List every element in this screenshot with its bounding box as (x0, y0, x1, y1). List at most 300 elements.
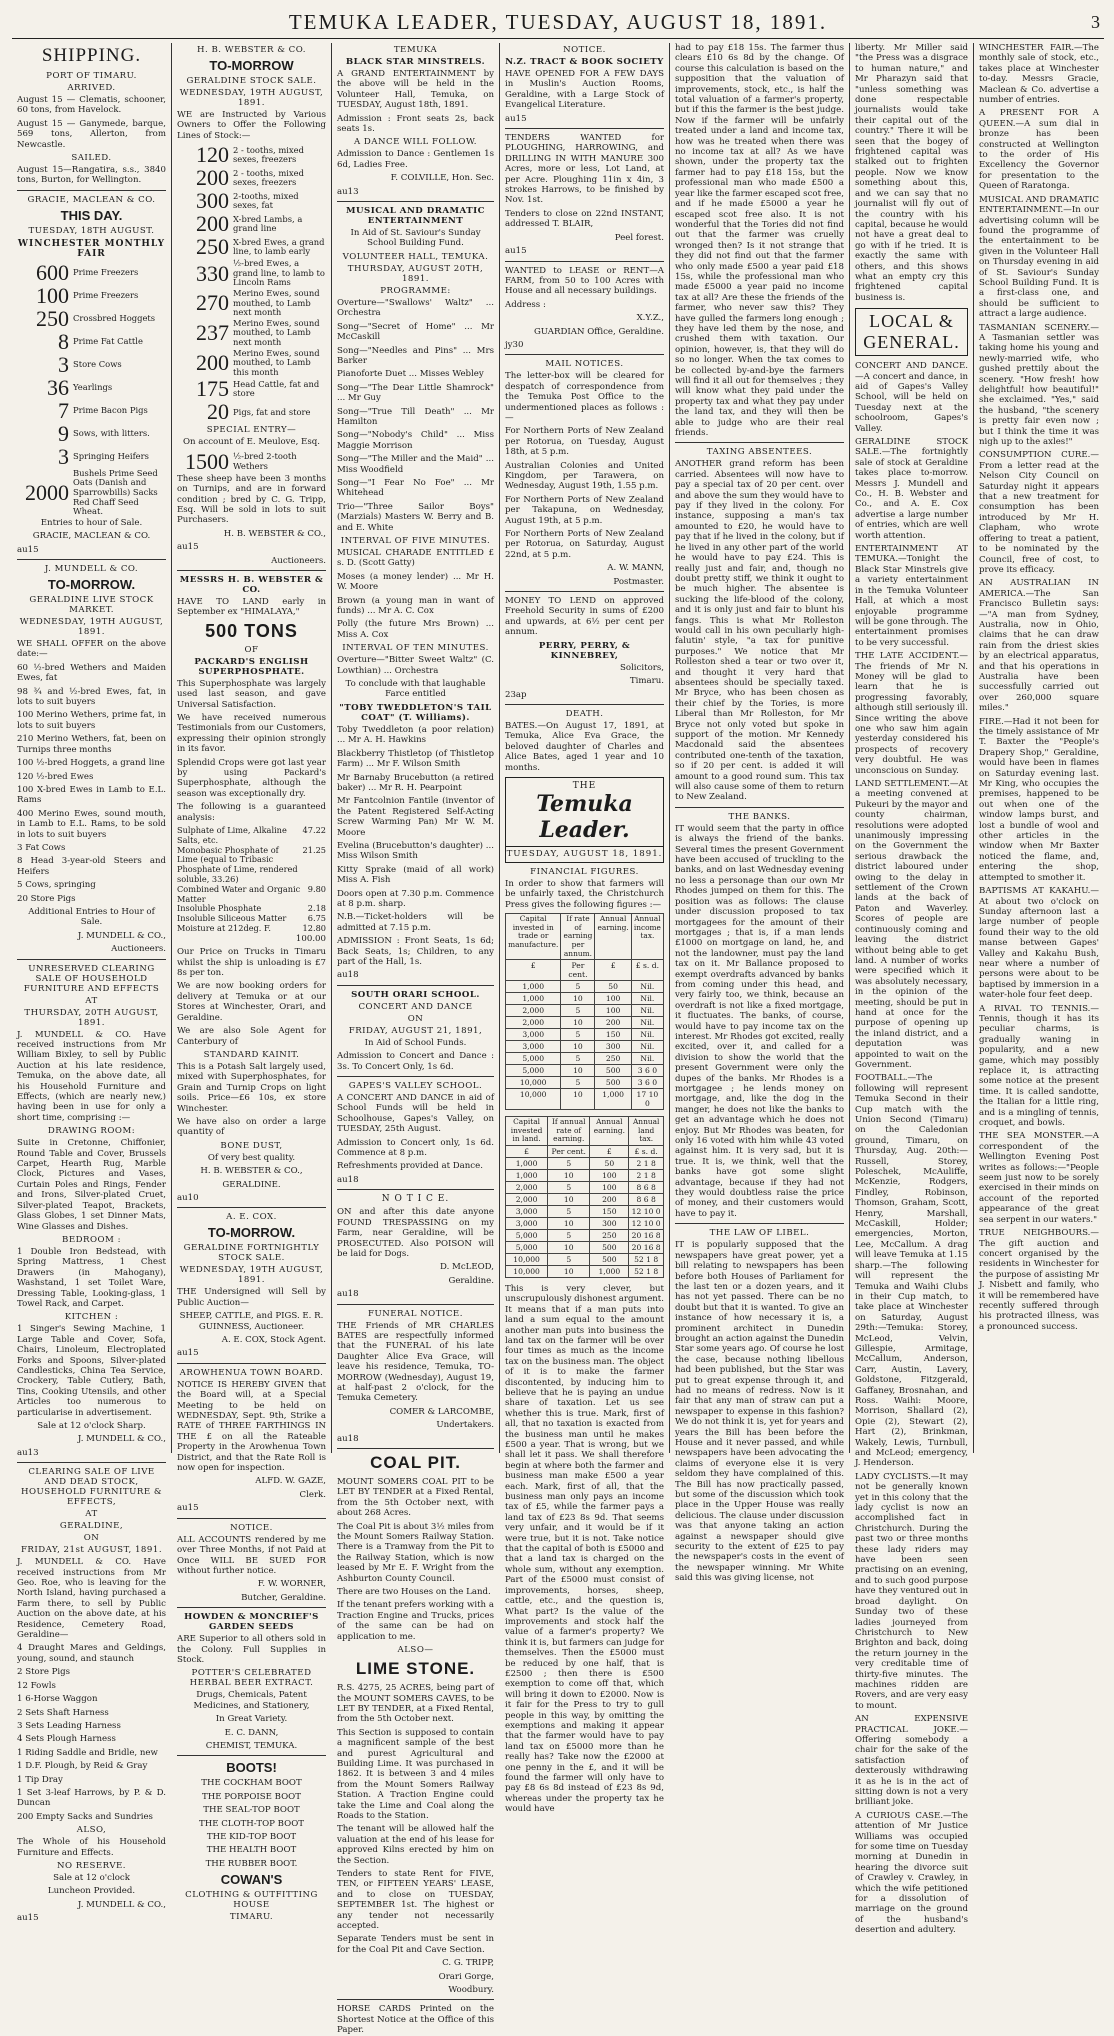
libel-heading: THE LAW OF LIBEL. (709, 1228, 810, 1239)
table-cell: 3,000 (506, 1041, 561, 1053)
stock-count: 20 (207, 399, 229, 425)
stock-description: X-bred Lambs, a grand line (233, 213, 303, 234)
boot-item: THE SEAL-TOP BOOT (203, 1805, 300, 1816)
table-cell: 50 (590, 1157, 629, 1169)
au15b-ref: au15 (17, 1913, 39, 1924)
boot-item: THE PORPOISE BOOT (202, 1791, 301, 1802)
packard-body-3: Splendid Crops were got last year by using Packard's Superphosphate, although the season was exceptionally dry. (177, 757, 326, 799)
tomorrow-heading: TO-MORROW. (47, 577, 136, 593)
absentees-heading: TAXING ABSENTEES. (706, 447, 813, 458)
charade-heading: MUSICAL CHARADE ENTITLED £ s. D. (Scott Gatty) (337, 548, 494, 569)
table-row (506, 1065, 664, 1077)
webster-tomorrow: TO-MORROW (209, 58, 294, 73)
farce-heading: "TOBY TWEDDLETON'S TAIL COAT" (T. Williams). (339, 702, 492, 723)
farce-cast-item: Evelina (Brucebutton's daughter) ... Miss Wilson Smith (337, 840, 494, 862)
article-paragraph: liberty. Mr Miller said "the Press was a disgrace to human nature," and Mr Pharazyn said that "unless something was done respectable journalists would take their capital out of the country." There it will be seen that the bogey of frightened capital was stalked out to frighten people. Now we know something about this, and we can say that no journalist will fly out of the country with his capital, because he would not have a great deal to go with if he tried. It is exactly the same with others, and this shows what an empty cry this frightened capital business is. (855, 43, 968, 303)
tenders-close: Tenders to close on 22nd INSTANT, addressed T. BLAIR, (505, 208, 664, 230)
local-news-item: GERALDINE STOCK SALE.—The fortnightly sale of stock at Geraldine takes place to-morrow. Messrs J. Mundell and Co., H. B. Webster and Co., and A. E. Cox advertise a large number of entries, which are well worth attention. (855, 437, 968, 541)
doors-line: Doors open at 7.30 p.m. Commence at 8 p.m. sharp. (337, 888, 494, 909)
table-cell: 1,000 (590, 1265, 629, 1277)
table-cell: 8 6 8 (629, 1193, 664, 1205)
clearing-lot-entry: 1 Tip Dray (17, 1774, 63, 1785)
lot-entry: 5 Cows, springing (17, 880, 96, 891)
programme-item: Song—"Secret of Home" ... Mr McCaskill (337, 321, 494, 343)
orari-admission: Admission to Concert and Dance : 3s. To Concert Only, 1s 6d. (337, 1051, 494, 1072)
stock-description: Yearlings (73, 382, 113, 393)
webster-stock (177, 144, 326, 423)
table-row (506, 993, 664, 1005)
table-row (506, 1005, 664, 1017)
clearing-place: GERALDINE, (59, 1521, 124, 1532)
offer-intro: WE SHALL OFFER on the above date:— (17, 639, 166, 660)
table-header: Capital invested in land. (506, 1117, 548, 1146)
lot-entry: 8 Head 3-year-old Steers and Heifers (17, 856, 166, 877)
table-cell: 3 6 0 (631, 1065, 663, 1077)
analysis-value: 47.22 (302, 825, 326, 836)
income-tax-table (505, 913, 664, 1110)
stock-description: Pigs, fat and store (233, 406, 311, 417)
death-heading: DEATH. (565, 708, 604, 719)
table-cell: 10 (548, 1193, 590, 1205)
table-cell: Nil. (631, 1005, 663, 1017)
orari-date: FRIDAY, AUGUST 21, 1891, (348, 1025, 483, 1036)
table-cell: 20 16 8 (629, 1241, 664, 1253)
table-cell: 2,000 (506, 1005, 561, 1017)
analysis-item: Monobasic Phosphate of Lime (equal to Tribasic Phosphate of Lime, rendered soluble, 33.26) (177, 844, 298, 885)
table-cell: 1,000 (506, 981, 561, 993)
boot-item: THE RUBBER BOOT. (205, 1858, 298, 1869)
programme-item: Trio—"Three Sailor Boys" (Marzials) Masters W. Berry and B. and E. White (337, 501, 494, 533)
farce-cast-item: Mr Barnaby Brucebutton (a retired baker) ... Mr R. H. Pearpoint (337, 772, 494, 793)
lot-entry: 100 X-bred Ewes in Lamb to E.L. Rams (17, 784, 166, 806)
variety-line: In Great Variety. (215, 1714, 288, 1725)
charade-cast-item: Polly (the future Mrs Brown) ... Miss A. Cox (337, 619, 494, 640)
this-day: THIS DAY. (60, 207, 123, 223)
column-7 (974, 43, 1104, 1453)
special-stock-desc: ½-bred 2-tooth Wethers (233, 451, 297, 471)
local-items-cont (979, 43, 1099, 1332)
stock-row (177, 401, 326, 423)
boots-heading: BOOTS! (226, 1760, 277, 1776)
perry-timaru: Timaru. (629, 676, 664, 687)
mail-line: Australian Colonies and United Kingdom, per Tarawera, on Wednesday, August 19th, 1.55 p.m. (505, 460, 664, 492)
stock-count: 200 (196, 349, 229, 375)
port-heading: PORT OF TIMARU. (46, 71, 137, 81)
arrivals-list (17, 95, 166, 150)
stock-description: Springing Heifers (73, 451, 149, 462)
table-cell: 20 16 8 (629, 1229, 664, 1241)
clearing-lot-entry: 1 Riding Saddle and Bridle, new (17, 1747, 158, 1758)
drawing-room: DRAWING ROOM: (47, 1126, 136, 1137)
sailings-list (17, 165, 166, 186)
stock-count: 200 (196, 211, 229, 237)
colville-signature: F. COLVILLE, Hon. Sec. (390, 173, 494, 184)
table-cell: 2,000 (506, 1193, 548, 1205)
webster-sale-title: GERALDINE STOCK SALE. (186, 76, 317, 86)
table-cell: Nil. (631, 1017, 663, 1029)
fair-date: TUESDAY, 18TH AUGUST. (28, 225, 155, 236)
stock-description: Store Cows (73, 359, 122, 370)
table-cell: 10,000 (506, 1077, 561, 1089)
mcleod-signature: D. McLEOD, (439, 1262, 494, 1273)
table-cell: 10 (548, 1265, 590, 1277)
mundell-signature: J. MUNDELL & CO., (77, 930, 166, 941)
lime-body-3: The tenant will be allowed half the valuation at the end of his lease for approved Kilns erected by him on the Section. (337, 1824, 494, 1866)
table-row (506, 1041, 664, 1053)
webster-au15: au15 (177, 542, 199, 553)
column-4 (500, 43, 670, 1815)
boots-list (177, 1778, 326, 1869)
table-cell: 5 (561, 1053, 595, 1065)
lot-entry: 3 Fat Cows (17, 842, 66, 853)
boot-item: THE CLOTH-TOP BOOT (199, 1818, 304, 1829)
table-cell: 5,000 (506, 1065, 561, 1077)
firm-mundell: J. MUNDELL & CO. (44, 564, 139, 575)
table-row (506, 1229, 664, 1241)
stock-row (17, 328, 166, 354)
lot-entry: 98 ¾ and ½-bred Ewes, fat, in lots to suit buyers (17, 686, 166, 708)
local-news-item: FOOTBALL.—The following will represent Temuka Second in their Cup match with the Union Second (Timaru) on the Caledonian ground, Timaru, on Thursday, Aug. 20th:—Russell, Storey, Poleschek, McAuliffe, McKenzie, Rodgers, Findley, Robinson, Thomson, Graham, Scott, Henry, Marshall, McCaskill, Holder; emergencies, Morton, Lee, McCallum. A drag will leave Temuka at 1.15 sharp.—The following will represent the Temuka and Waihi Clubs in their Cup match, to take place at Winchester on Saturday, August 29th:—Temuka: Storey, McLeod, Velvin, Gillespie, Armitage, McCallum, Anderson, Carr, Austin, Lavery, Goldstone, Fitzgerald, Gaffaney, Brosnahan, and Ross. Waihi: Moore, Morrison, Shallard (2), Opie (2), Stewart (2), Hart (2), Brinkman, Wakely, Lewis, Turnbull, and McLeod; emergency, J. Henderson. (855, 1073, 968, 1469)
table-cell: Nil. (631, 1053, 663, 1065)
stock-description: Prime Freezers (73, 290, 139, 301)
table-header: If rate of earning per annum. (561, 914, 595, 960)
table-row (506, 1157, 664, 1169)
local-news-item: THE LATE ACCIDENT.—The friends of Mr N. Money will be glad to learn that he is progressing favorably, although still seriously ill. Since writing the above one who saw him again yesterday considered his prospects of recovery very doubtful. He was unconscious on Sunday. (855, 651, 968, 776)
gaze-title: Clerk. (299, 1489, 326, 1500)
stock-row (17, 282, 166, 308)
local-items (855, 361, 968, 1936)
wanted-jy30: jy30 (505, 339, 524, 350)
absentees-article (675, 459, 844, 802)
cowan-heading: COWAN'S (220, 1872, 283, 1888)
orari-aid: In Aid of School Funds. (364, 1037, 467, 1048)
stock-row (17, 420, 166, 446)
article-paragraph: This is very clever, but unscrupulously dishonest argument. It means that if a man puts into land a sum equal to the amount another man puts into business the land tax on the farmer will be over four times as much as the income tax on the business man. The object of it is to make the farmer discontented, by inducing him to believe that he is paying an undue share of taxation. Let us see whether this is true. Mark, first of all, that no taxation is exacted from the business man until he makes £500 a year. That is wrong, but we shall let it pass. We shall therefore begin at where both the farmer and business man make £500 a year each. Mark, first of all, that the business man only pays an income tax of £5, while the farmer pays a land tax of £23 8s 9d. That seems very unfair, and it would be if it were true, but it is not. Take notice that the capital of both is £5000 and that a land tax is charged on the whole sum, without any exemption. Part of the £5000 must consist of improvements, horses, sheep, cattle, etc., and the question is, What part? Is the value of the improvements and stock half the value of a farmer's property? We think it is, but farmers can judge for themselves. Then the £5000 must be reduced by one half, that is £2500 ; then there is £500 exemption to come off that, which will bring it down to £2000. Now is it fair for the Press to try to gull people in this way, by omitting the exemptions and making it appear that the farmer would have to pay land tax on £5000 more than he really has? Take now the £2000 at one penny in the £, and it will be found the farmer will only have to pay £8 6s 8d instead of £23 8s 9d, whereas under the property tax he would have (505, 1283, 664, 1815)
coal-body-1: MOUNT SOMERS COAL PIT to be LET BY TENDER at a Fixed Rental, from the 5th October next, with about 268 Acres. (337, 1477, 494, 1519)
orari-concert: CONCERT AND DANCE (358, 1001, 473, 1012)
perry-solicitors: Solicitors, (620, 662, 664, 673)
gapes-body: A CONCERT AND DANCE in aid of School Funds will be held in Schoolhouse, Gapes's Valley, on TUESDAY, 25th August. (337, 1093, 494, 1135)
tripp-signature: C. G. TRIPP, (442, 1958, 494, 1969)
stock-row (177, 144, 326, 166)
article-paragraph: ANOTHER grand reform has been carried. Absentees will now have to pay a special tax of 20 per cent. over and above the sum they would have to pay if they lived in the colony. For instance, supposing a man's tax amounted to £20, he would have to pay that if he lived in the colony, but if he lived in any other part of the world he would have to pay £24. This is really just and fair, and, though no doubt pretty stiff, we think it ought to be much higher. The absentee is sucking the life-blood of the colony, and it is only just and fair to blunt his fangs. This is what Mr Rolleston would call in his own peculiarly high-falutin' style, "a tax for punitive purposes." We notice that Mr Rolleston shed a tear or two over it, and thought it very hard that absentees should be specially taxed. Mr Bryce, who has been chosen as their chief by the Tories, is more Liberal than Mr Rolleston, for Mr Bryce not only voted but spoke in support of the motion. Mr Kennedy Macdonald said the absentees contributed one-tenth of the taxation, so if 20 per cent. is added it will amount to a good round sum. This tax will also cause some of them to return to New Zealand. (675, 459, 844, 803)
stock-description: Prime Fat Cattle (73, 336, 143, 347)
clearing-lots (17, 1643, 166, 1822)
table-row (506, 1241, 664, 1253)
arowhenua-heading: AROWHENUA TOWN BOARD. (179, 1367, 324, 1378)
stock-count: 36 (47, 374, 69, 400)
table-cell: 10 (561, 1065, 595, 1077)
stock-row (17, 305, 166, 331)
kainit-body: This is a Potash Salt largely used, mixed with Superphosphates, for Grain and Turnip Crops on light soils. Price—£6 10s, ex store Winchester. (177, 1061, 326, 1114)
lot-entry: 60 ½-bred Wethers and Maiden Ewes, fat (17, 662, 166, 684)
clearing-lot-entry: 1 D.F. Plough, by Reid & Gray (17, 1761, 148, 1772)
logo-date: TUESDAY, AUGUST 18, 1891. (506, 846, 663, 859)
webster-place: GERALDINE. (222, 1179, 281, 1190)
masthead-title: TEMUKA LEADER, TUESDAY, AUGUST 18, 1891. (288, 10, 828, 34)
lime-body-1: R.S. 4275, 25 ACRES, being part of the MOUNT SOMERS CAVES, to be LET BY TENDER, at a Fixed Rental, from the 5th October next. (337, 1683, 494, 1725)
table-row (506, 1193, 664, 1205)
funeral-body: THE Friends of MR CHARLES BATES are respectfully informed that the FUNERAL of his late Daughter Alice Eva Grace, will leave his residence, Temuka, TO-MORROW (Wednesday), August 19, at half-past 2 o'clock, for the Temuka Cemetery. (337, 1320, 494, 1404)
of-label: OF (244, 644, 259, 655)
packard-body-2: We have received numerous Testimonials from our Customers, expressing their opinion strongly in its favor. (177, 713, 326, 755)
stock-count: 330 (196, 260, 229, 286)
stock-count: 200 (196, 165, 229, 191)
boot-item: THE KID-TOP BOOT (206, 1832, 297, 1843)
luncheon: Luncheon Provided. (47, 1886, 136, 1897)
tripp-place: Orari Gorge, (438, 1971, 494, 1982)
table-cell: 300 (595, 1041, 631, 1053)
table-cell: 250 (595, 1053, 631, 1065)
death-body: BATES.—On August 17, 1891, at Temuka, Alice Eva Grace, the beloved daughter of Charles and Alice Bates, aged 1 year and 10 months. (505, 720, 664, 773)
lots-list (17, 663, 166, 904)
minstrels-heading: BLACK STAR MINSTRELS. (345, 57, 486, 67)
temuka-label: TEMUKA (393, 45, 438, 55)
libel-article (675, 1240, 844, 1583)
wanted-xyz: X.Y.Z., (636, 313, 664, 324)
table-row (506, 1169, 664, 1181)
stock-count: 7 (58, 397, 69, 423)
clearing-lot-entry: 2 Store Pigs (17, 1667, 71, 1678)
local-news-item: THE SEA MONSTER.—A correspondent of the Wellington Evening Post writes as follows:—"People seem just now to be sorely exercised in their minds on account of the reported appearance of the great sea serpent in our waters." (979, 1131, 1099, 1225)
mail-heading: MAIL NOTICES. (545, 359, 624, 370)
special-body: On account of E. Meulove, Esq. (183, 437, 320, 448)
masthead (12, 8, 1104, 39)
gapes-refresh: Refreshments provided at Dance. (337, 1161, 483, 1172)
newspaper-logo (505, 777, 664, 863)
boot-item: THE COCKHAM BOOT (201, 1778, 302, 1789)
table-row (506, 1253, 664, 1265)
geraldine-market: GERALDINE LIVE STOCK MARKET. (29, 595, 154, 616)
volunteer-hall: VOLUNTEER HALL, TEMUKA. (342, 251, 489, 262)
horse-cards: HORSE CARDS Printed on the Shortest Notice at the Office of this Paper. (337, 2004, 494, 2036)
worner-notice-heading: NOTICE. (230, 1522, 273, 1533)
clearing-lot-entry: 200 Empty Sacks and Sundries (17, 1811, 153, 1822)
table-row (506, 981, 664, 993)
table-unit: Per cent. (548, 1145, 590, 1157)
stock-description: 2-tooths, mixed sexes, fat (233, 190, 299, 211)
stock-description: Crossbred Hoggets (73, 313, 156, 324)
table-cell: 1,000 (506, 1169, 548, 1181)
local-news-item: CONSUMPTION CURE.—From a letter read at the Nelson City Council on Saturday night it appears that a new treatment for consumption has been introduced by Mr H. Clapham, who wrote offering to treat a patient, to be nominated by the Council, free of cost, to prove its efficacy. (979, 450, 1099, 575)
stock-row (177, 378, 326, 400)
fortnightly-heading: GERALDINE FORTNIGHTLY STOCK SALE. (183, 1243, 320, 1264)
webster-auctioneers: Auctioneers. (271, 555, 326, 566)
firm-gracie: GRACIE, MACLEAN & CO. (27, 194, 156, 205)
clearing-lot-entry: 4 Sets Plough Harness (17, 1734, 116, 1745)
kitchen: KITCHEN : (64, 1312, 119, 1323)
sale-noon: Sale at 12 o'clock (53, 1872, 130, 1883)
table-cell: 5 (548, 1181, 590, 1193)
page-number: 3 (1091, 12, 1100, 32)
tripp-woodbury: Woodbury. (448, 1985, 494, 1996)
table-row (506, 1089, 664, 1110)
land-tax-table (505, 1116, 664, 1278)
unreserved-heading: UNRESERVED CLEARING SALE OF HOUSEHOLD FURNITURE AND EFFECTS (23, 963, 160, 994)
kitchen-body: 1 Singer's Sewing Machine, 1 Large Table and Cover, Sofa, Chairs, Linoleum, Electroplated Forks and Spoons, Silver-plated Candlesticks, China Tea Service, Crockery, Table Cutlery, Bath, Tins, Cooking Utensils, and other Articles too numerous to particularise in advertisement. (17, 1324, 166, 1418)
table-cell: 10,000 (506, 1089, 561, 1110)
tract-au15: au15 (505, 113, 527, 124)
table-cell: 5 (548, 1205, 590, 1217)
local-news-item: A PRESENT FOR A QUEEN.—A sum dial in bronze has been constructed at Wellington to the order of His Excellency the Governor for presentation to the Queen of Raratonga. (979, 108, 1099, 192)
sailing-entry: August 15—Rangatira, s.s., 3840 tons, Burton, for Wellington. (17, 165, 166, 186)
tons-heading: 500 TONS (205, 620, 298, 641)
stock-count: 3 (58, 443, 69, 469)
local-news-item: ENTERTAINMENT AT TEMUKA.—Tonight the Black Star Minstrels give a variety entertainment in the Temuka Volunteer Hall, at which a most enjoyable programme will be gone through. The entertainment promises to be very successful. (855, 544, 968, 648)
article-paragraph: had to pay £18 15s. The farmer thus clears £10 6s 8d by the change. Of course this calculation is based on the supposition that the valuation of improvements, stock, etc., is half the total valuation of a farmer's property, but if this the farmer is the best judge. Now if the farmer will be unfairly treated under a land and income tax, how was he treated when there was no income tax at all? As we have shown, under the property tax the farmer had to pay £18 15s, but the professional man who made £500 a year like the farmer escaped scot free, and if he made £5000 a year he escaped scot free also. It is not wonderful that the Tories did not find out that the farmer was cruelly wronged then? Is it not strange that they did not find out that the farmer who only made £500 a year paid £18 15s, while the professional man who made £5000 a year paid no income tax at all? Are these the friends of the farmer, who never saw this? They have gulled the farmers long enough ; they have led them by the nose, and crushed them with taxation. Our opinion, however, is, that they will do so no longer. When the tax comes to be collected by-and-bye the farmers will find it all out for themselves ; they will know what they paid under the property tax and what they pay under the land tax, and they will then be able to judge who are their real friends. (675, 43, 844, 439)
stock-count: 120 (196, 142, 229, 168)
table-cell: 52 1 8 (629, 1253, 664, 1265)
table-cell: 5 (548, 1253, 590, 1265)
programme-item: Song—"Nobody's Child" ... Miss Maggie Morrison (337, 430, 494, 451)
land-early: HAVE TO LAND early in September ex "HIMALAYA," (177, 597, 326, 618)
analysis-item: Combined Water and Organic Matter (177, 883, 301, 904)
stock-description: ½-bred Ewes, a grand line, to lamb to Lincoln Rams (233, 258, 325, 288)
table-cell: 200 (595, 1017, 631, 1029)
fortnightly-body: THE Undersigned will Sell by Public Auction— (177, 1287, 326, 1308)
table-cell: 5 (561, 1077, 595, 1089)
unreserved-at: AT (85, 995, 98, 1006)
financial-intro: In order to show that farmers will be unfairly taxed, the Christchurch Press gives the following figures :— (505, 878, 664, 910)
worner-title: Butcher, Geraldine. (241, 1592, 326, 1603)
programme-item: Song—"The Dear Little Shamrock" ... Mr Guy (337, 382, 494, 404)
howden-heading: HOWDEN & MONCRIEF'S GARDEN SEEDS (184, 1612, 319, 1633)
table-header: Annual land tax. (629, 1117, 664, 1146)
table-cell: 3,000 (506, 1029, 561, 1041)
webster-sale-date: WEDNESDAY, 19TH AUGUST, 1891. (179, 88, 324, 108)
also-label: ALSO, (76, 1825, 107, 1836)
coal-pit-heading: COAL PIT. (370, 1453, 461, 1472)
stock-row (17, 259, 166, 285)
table-unit: £ (506, 1145, 548, 1157)
dance-admission: Admission to Dance : Gentlemen 1s 6d, Ladies Free. (337, 149, 494, 170)
local-general-heading: LOCAL & GENERAL. (855, 308, 968, 356)
table-cell: 10 (561, 1017, 595, 1029)
mann-signature: A. W. MANN, (607, 563, 664, 574)
tract-body: HAVE OPENED FOR A FEW DAYS in Muslin's Auction Rooms, Geraldine, with a Large Stock of Evangelical Literature. (505, 69, 664, 111)
table-row (506, 1017, 664, 1029)
lot-entry: 100 Merino Wethers, prime fat, in lots to suit buyers (17, 710, 166, 731)
conclude-line: To conclude with that laughable Farce entitled (345, 679, 486, 700)
stock-row (17, 374, 166, 400)
perry-heading: PERRY, PERRY, & KINNEBREY, (538, 640, 631, 661)
clearing-lot-entry: 1 6-Horse Waggon (17, 1694, 98, 1705)
table-cell: 5 (548, 1229, 590, 1241)
lime-body-2: This Section is supposed to contain a magnificent sample of the best and purest Agricultural and Building Lime. It was purchased in 1862. It is between 3 and 4 miles from the Mount Somers Railway Station. A Traction Engine could take the Lime and Coal along the Roads to the Station. (337, 1727, 494, 1821)
overture-2: Overture—"Bitter Sweet Waltz" (C. Lowthian) ... Orchestra (337, 655, 494, 676)
table-cell: 1,000 (506, 1157, 548, 1169)
lot-entry: 210 Merino Wethers, fat, been on Turnips three months (17, 734, 166, 755)
special-stock-row (177, 448, 326, 474)
nb-line: N.B.—Ticket-holders will be admitted at 7.15 p.m. (337, 912, 494, 933)
stock-description: 2 - tooths, mixed sexes, freezers (233, 167, 304, 188)
clearing-on: ON (83, 1533, 100, 1544)
orari-heading: SOUTH ORARI SCHOOL. (351, 989, 480, 1000)
table-row (506, 1077, 664, 1089)
table-header: Capital invested in trade or manufacture. (506, 914, 561, 960)
analysis-row (177, 826, 326, 846)
stock-row (177, 213, 326, 235)
sailed-label: SAILED. (71, 153, 112, 164)
musical-body: In Aid of St. Saviour's Sunday School Building Fund. (350, 228, 481, 249)
clearing-body: J. MUNDELL & CO. Have received instructions from Mr Geo. Roe, who is leaving for the North Island, having purchased a Farm there, to sell by Public Auction on the above date, at his Residence, Cemetery Road, Geraldine— (17, 1557, 166, 1641)
mail-list (505, 426, 664, 560)
table-cell: 1,000 (595, 1089, 631, 1110)
stock-count: 300 (196, 188, 229, 214)
financial-article (505, 1284, 664, 1815)
coal-body-4: If the tenant prefers working with a Traction Engine and Trucks, prices of the same can be had on application to me. (337, 1600, 494, 1642)
analysis-total: 100.00 (295, 933, 326, 944)
libel-article-cont (855, 43, 968, 303)
lot-entry: 100 ½-bred Hoggets, a grand line (17, 758, 165, 769)
undertakers-label: Undertakers. (436, 1420, 494, 1431)
programme-item: Song—"The Miller and the Maid" ... Miss Woodfield (337, 454, 494, 475)
table-cell: 3 6 0 (631, 1077, 663, 1089)
table-cell: 52 1 8 (629, 1265, 664, 1277)
stock-row (177, 236, 326, 258)
table-cell: 5 (561, 1005, 595, 1017)
stock-count: 250 (36, 305, 69, 331)
table-cell: 150 (595, 1029, 631, 1041)
stock-row (177, 319, 326, 348)
tract-notice: NOTICE. (563, 45, 606, 55)
stock-row (17, 443, 166, 469)
stock-list (17, 259, 166, 517)
table-unit: Per cent. (561, 960, 595, 981)
drugs-line: Drugs, Chemicals, Patent Medicines, and Stationery, (193, 1690, 310, 1711)
stock-description: Bushels Prime Seed Oats (Danish and Sparrowbills) Sacks Red Chaff Seed Wheat. (73, 467, 158, 517)
table-row (506, 1205, 664, 1217)
fortnightly-lots: SHEEP, CATTLE, and PIGS. E. R. GUINNESS, Auctioneer. (179, 1311, 324, 1332)
shipping-heading: SHIPPING. (41, 45, 142, 66)
minstrels-admission: Admission : Front seats 2s, back seats 1s. (337, 113, 494, 135)
farce-cast-item: Toby Tweddleton (a poor relation) ... Mr A. H. Hawkins (337, 724, 494, 746)
howden-body: ARE Superior to all others sold in the Colony. Full Supplies in Stock. (177, 1634, 326, 1665)
column-3 (332, 43, 500, 2036)
tract-heading: N.Z. TRACT & BOOK SOCIETY (505, 57, 664, 67)
clearing-lot-entry: 4 Draught Mares and Geldings, young, sound, and staunch (17, 1643, 166, 1664)
table-cell: 500 (590, 1241, 629, 1253)
messrs-webster: MESSRS H. B. WEBSTER & CO. (179, 575, 324, 595)
stock-row (17, 469, 166, 517)
local-news-item: MUSICAL AND DRAMATIC ENTERTAINMENT.—In our advertising column will be found the programme of the entertainment to be given in the Volunteer Hall on Thursday evening in aid of St. Saviour's Sunday School Building Fund. It is a first-class one, and should be sufficient to attract a large audience. (979, 194, 1099, 320)
stock-description: X-bred Ewes, a grand line, to lamb early (233, 236, 325, 257)
table-cell: 2 1 8 (629, 1157, 664, 1169)
stock-description: Head Cattle, fat and store (233, 378, 320, 399)
mann-title: Postmaster. (613, 576, 664, 587)
stock-count: 3 (58, 351, 69, 377)
table-cell: Nil. (631, 981, 663, 993)
table-cell: 500 (590, 1253, 629, 1265)
stock-row (17, 397, 166, 423)
mail-line: For Northern Ports of New Zealand per Rotorua, on Saturday, August 22nd, at 5 p.m. (505, 529, 664, 560)
stock-count: 250 (196, 234, 229, 260)
stock-count: 8 (58, 328, 69, 354)
table-unit: £ s. d. (629, 1145, 664, 1157)
interval-2: INTERVAL OF TEN MINUTES. (342, 643, 489, 654)
gapes-heading: GAPES'S VALLEY SCHOOL. (348, 1081, 483, 1092)
programme-item: Song—"I Fear No Foe" ... Mr Whitehead (337, 477, 494, 499)
cox-au15: au15 (177, 1348, 199, 1359)
analysis-value: 12.80 (302, 923, 326, 934)
special-entry: SPECIAL ENTRY— (206, 425, 297, 436)
financial-heading: FINANCIAL FIGURES. (530, 866, 639, 877)
coal-also: ALSO— (397, 1645, 434, 1656)
orari-on: ON (407, 1013, 424, 1024)
stock-description: Merino Ewes, sound mouthed, to Lamb this month (233, 347, 320, 377)
funeral-heading: FUNERAL NOTICE. (368, 1308, 463, 1319)
table-cell: 10 (548, 1241, 590, 1253)
